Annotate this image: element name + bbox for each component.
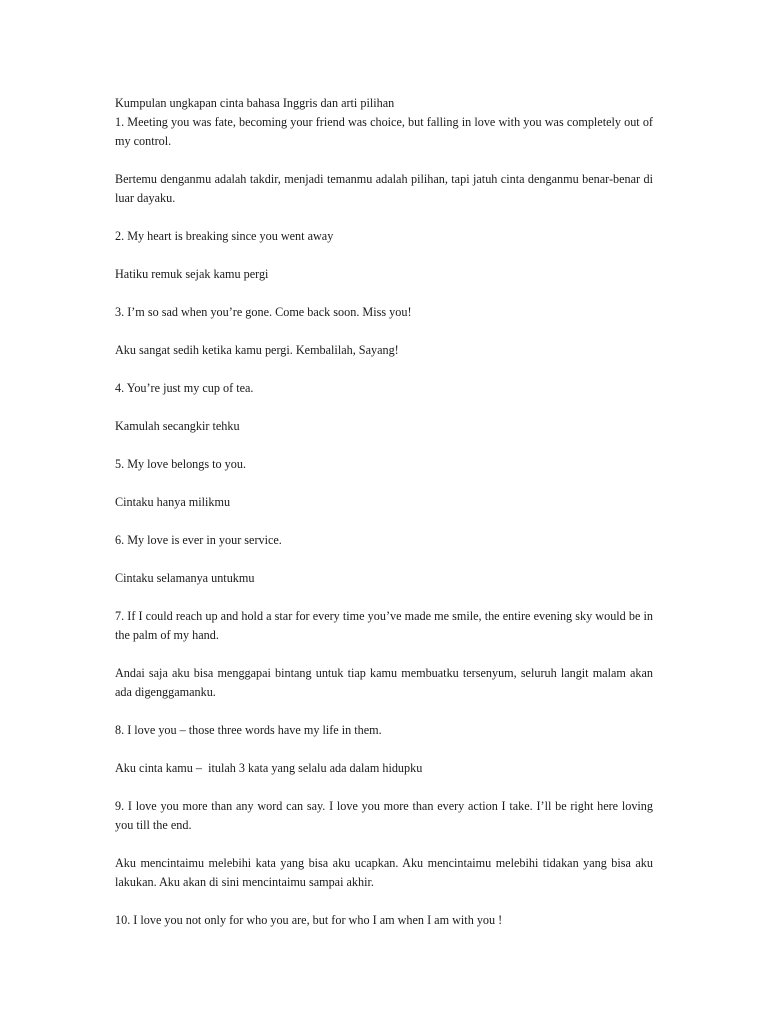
- item-6-english: 6. My love is ever in your service.: [115, 533, 282, 547]
- item-2-english: 2. My heart is breaking since you went away: [115, 229, 334, 243]
- item-8-indonesian: Aku cinta kamu – itulah 3 kata yang selalu ada dalam hidupku: [115, 761, 423, 775]
- item-5-indonesian: Cintaku hanya milikmu: [115, 495, 231, 509]
- item-3-indonesian: Aku sangat sedih ketika kamu pergi. Kembalilah, Sayang!: [115, 343, 399, 357]
- item-1-english: 1. Meeting you was fate, becoming your friend was choice, but falling in love with you was completely out of my control.: [115, 115, 653, 148]
- item-7-indonesian: Andai saja aku bisa menggapai bintang untuk tiap kamu membuatku tersenyum, seluruh langit malam akan ada digenggamanku.: [115, 666, 653, 699]
- item-4-english: 4. You’re just my cup of tea.: [115, 381, 254, 395]
- item-10-english: 10. I love you not only for who you are, but for who I am when I am with you !: [115, 913, 503, 927]
- item-3-english: 3. I’m so sad when you’re gone. Come back soon. Miss you!: [115, 305, 412, 319]
- item-9-indonesian: Aku mencintaimu melebihi kata yang bisa aku ucapkan. Aku mencintaimu melebihi tidakan yang bisa aku lakukan. Aku akan di sini mencintaimu sampai akhir.: [115, 856, 653, 889]
- item-6-indonesian: Cintaku selamanya untukmu: [115, 571, 255, 585]
- item-9-english: 9. I love you more than any word can say. I love you more than every action I take. I’ll be right here loving you till the end.: [115, 799, 653, 832]
- item-7-english: 7. If I could reach up and hold a star for every time you’ve made me smile, the entire evening sky would be in the palm of my hand.: [115, 609, 653, 642]
- item-2-indonesian: Hatiku remuk sejak kamu pergi: [115, 267, 269, 281]
- item-4-indonesian: Kamulah secangkir tehku: [115, 419, 240, 433]
- document-title: Kumpulan ungkapan cinta bahasa Inggris dan arti pilihan: [115, 96, 395, 110]
- item-8-english: 8. I love you – those three words have my life in them.: [115, 723, 382, 737]
- item-1-indonesian: Bertemu denganmu adalah takdir, menjadi temanmu adalah pilihan, tapi jatuh cinta denganmu benar-benar di luar dayaku.: [115, 172, 653, 205]
- item-5-english: 5. My love belongs to you.: [115, 457, 247, 471]
